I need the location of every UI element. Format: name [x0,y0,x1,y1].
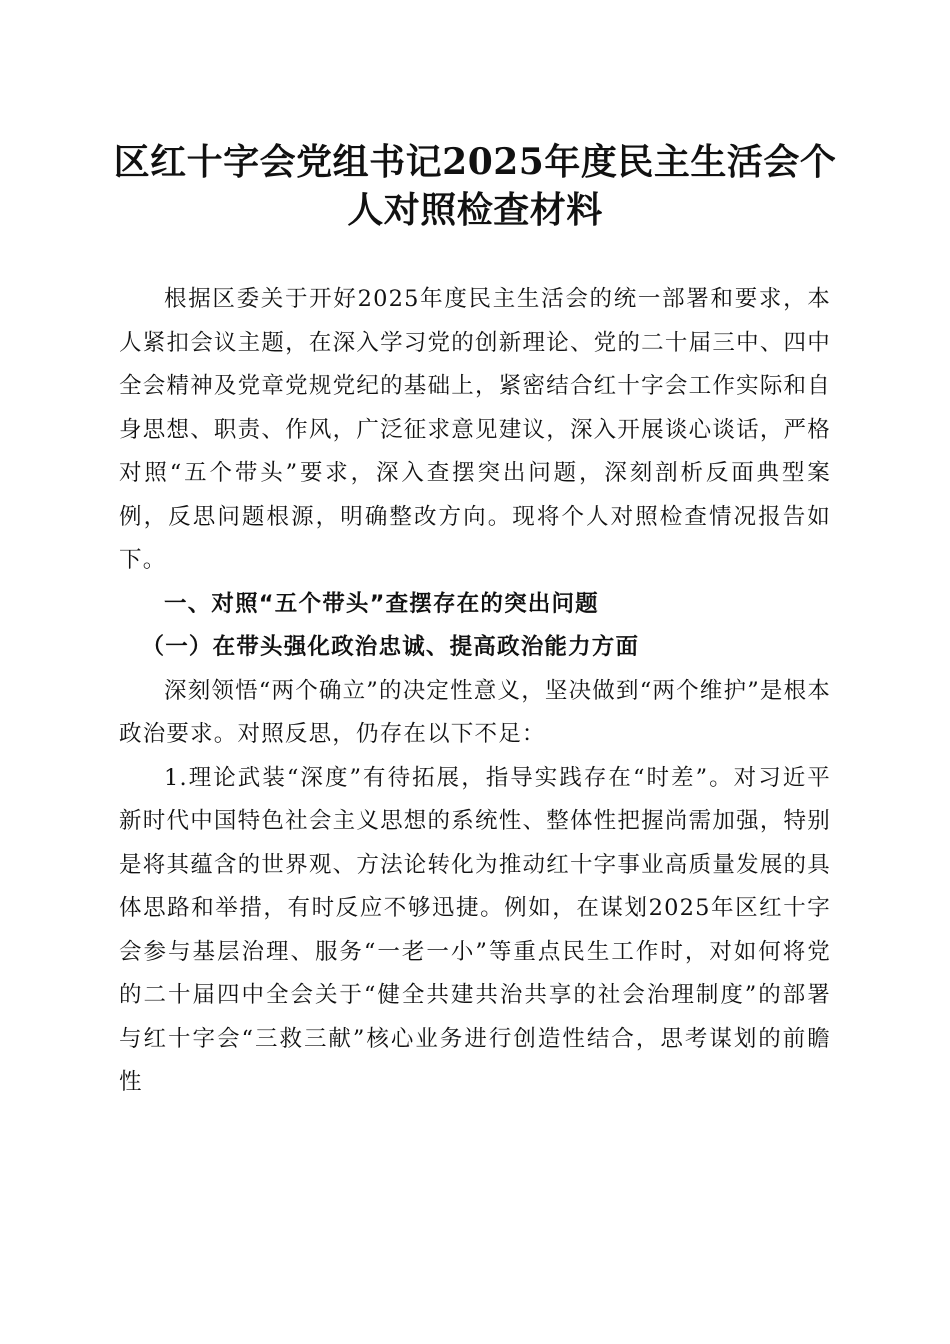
document-body [119,278,831,1105]
document-title-line-1: 区红十字会党组书记2025年度民主生活会个 [113,141,837,183]
body-paragraph: 深刻领悟“两个确立”的决定性意义，坚决做到“两个维护”是根本政治要求。对照反思，仍存在以下不足： [119,677,832,747]
subsection-heading-1: （一）在带头强化政治忠诚、提高政治能力方面 [141,634,640,660]
body-paragraph: 1.理论武装“深度”有待拓展，指导实践存在“时差”。对习近平新时代中国特色社会主义思想的系统性、整体性把握尚需加强，特别是将其蕴含的世界观、方法论转化为推动红十字事业高质量发展的具体思路和举措，有时反应不够迅捷。例如，在谋划2025年区红十字会参与基层治理、服务“一老一小”等重点民生工作时，对如何将党的二十届四中全会关于“健全共建共治共享的社会治理制度”的部署与红十字会“三救三献”核心业务进行创造性结合，思考谋划的前瞻性 [119,764,831,1095]
intro-paragraph: 根据区委关于开好2025年度民主生活会的统一部署和要求，本人紧扣会议主题，在深入学习党的创新理论、党的二十届三中、四中全会精神及党章党规党纪的基础上，紧密结合红十字会工作实际和自身思想、职责、作风，广泛征求意见建议，深入开展谈心谈话，严格对照“五个带头”要求，深入查摆突出问题，深刻剖析反面典型案例，反思问题根源，明确整改方向。现将个人对照检查情况报告如下。 [119,286,831,573]
section-heading-1: 一、对照“五个带头”查摆存在的突出问题 [164,590,599,617]
document-title-line-2: 人对照检查材料 [347,189,603,231]
